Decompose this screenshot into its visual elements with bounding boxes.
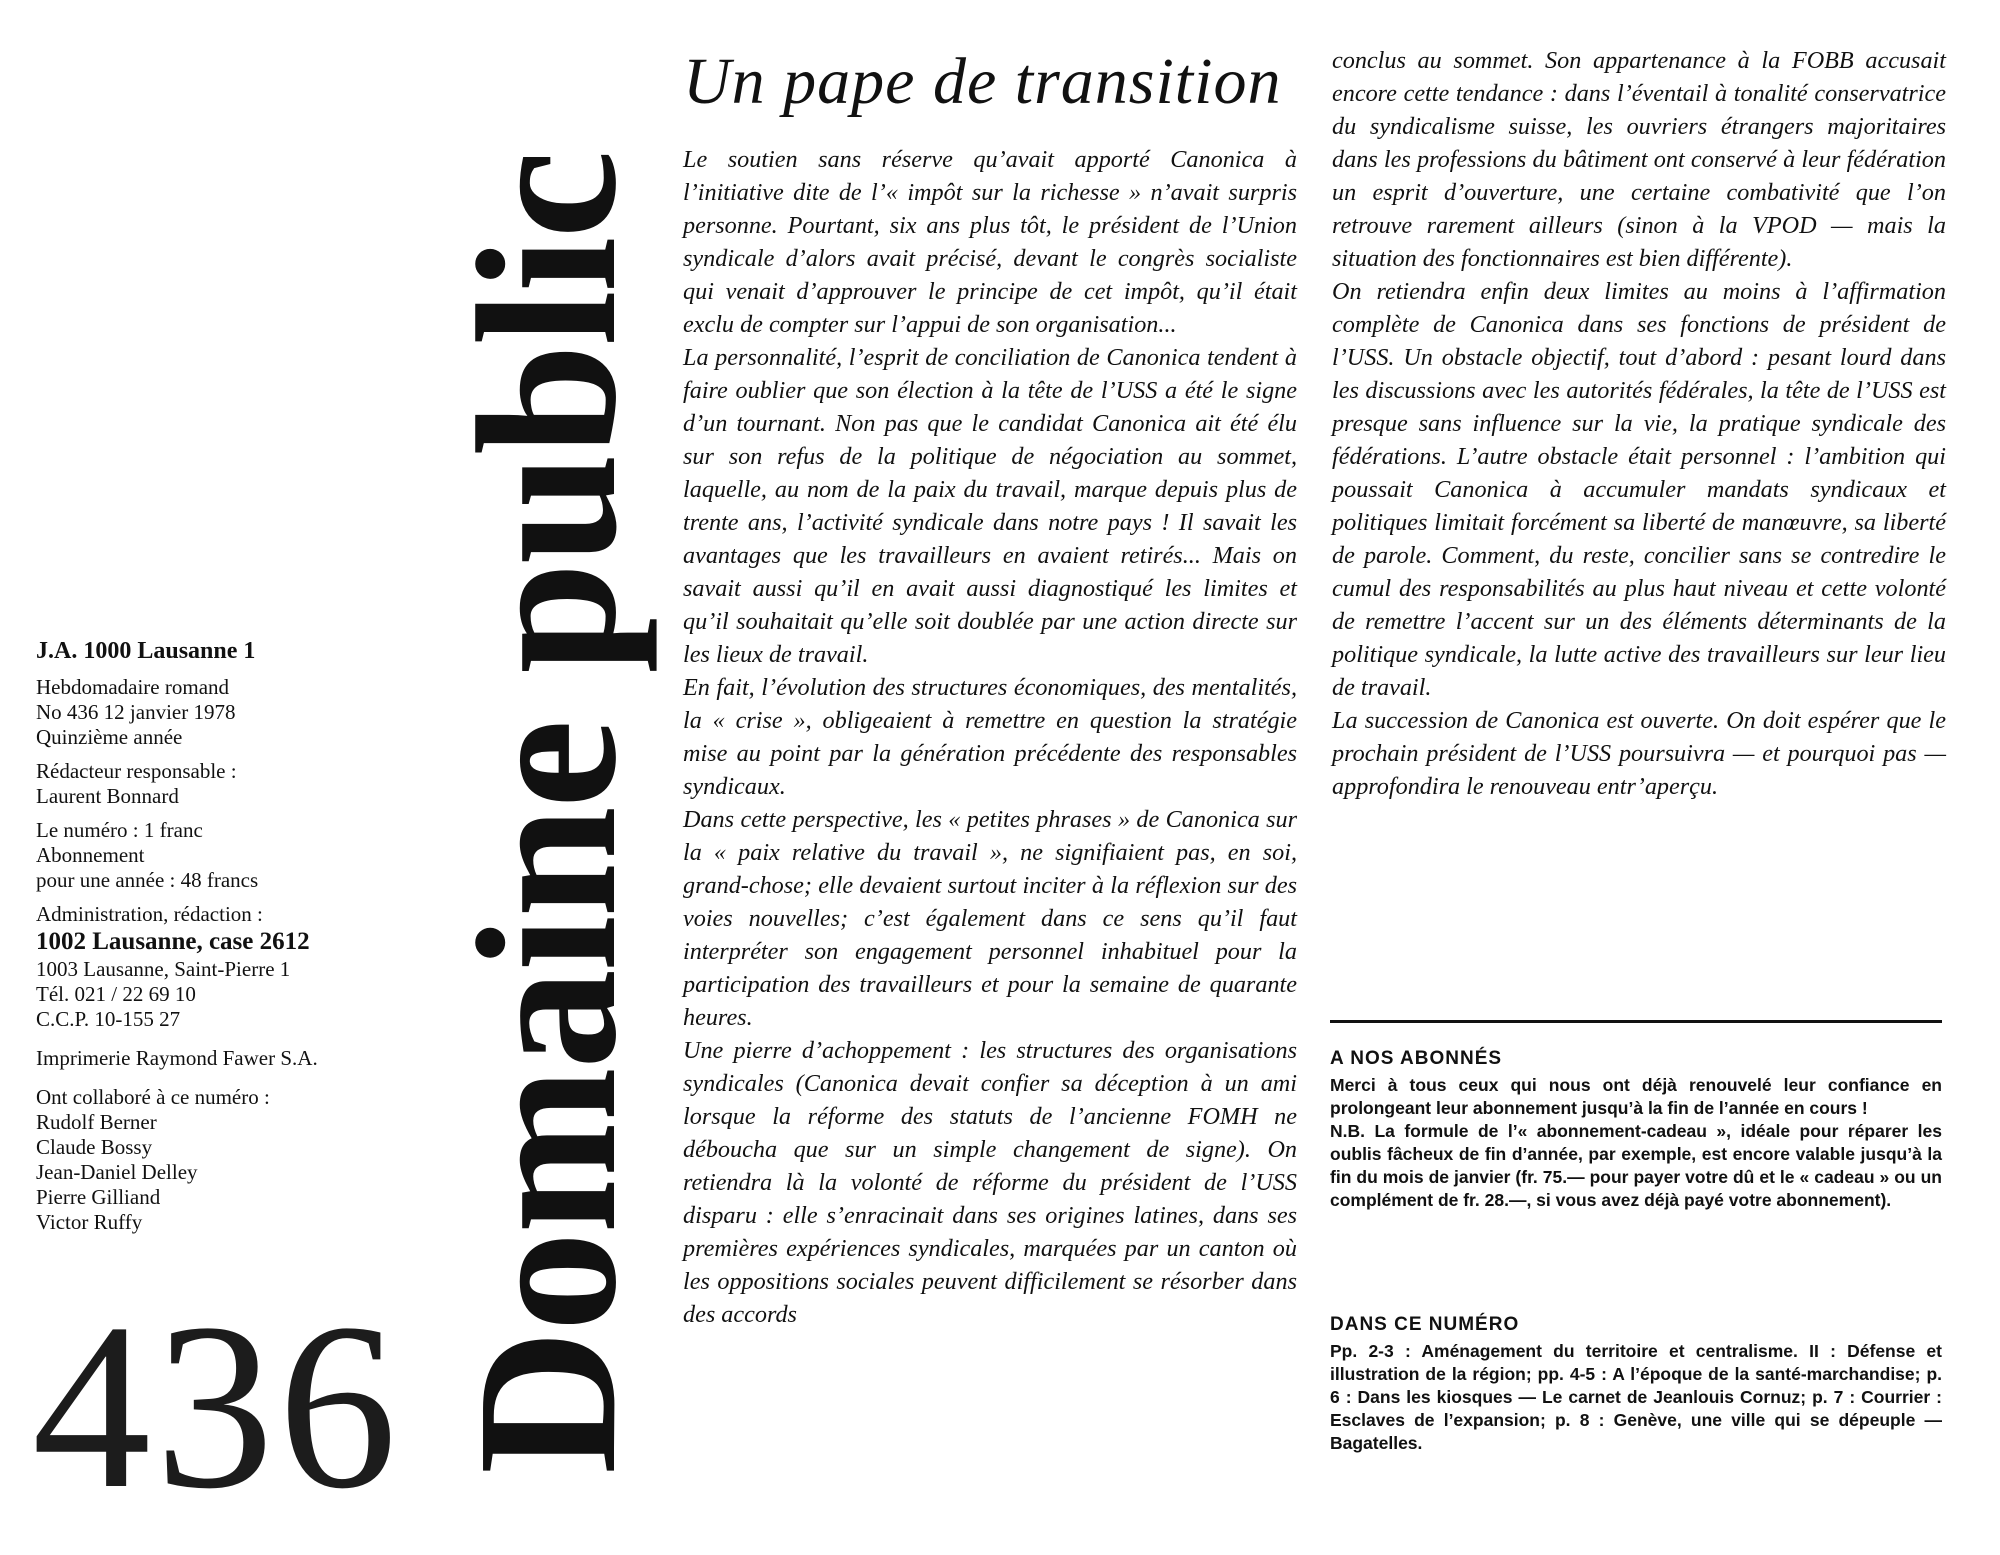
article-paragraph: Le soutien sans réserve qu’avait apporté Canonica à l’initiative dite de l’« impôt sur la richesse » n’avait surpris personne. Pourtant, six ans plus tôt, le président de l’Union syndicale d’alors avait précisé, devant le congrès socialiste qui venait d’approuver le principe de cet impôt, qu’il était exclu de compter sur l’appui de son organisation... bbox=[683, 146, 1297, 338]
masthead-info bbox=[36, 636, 436, 1244]
subscription-price: pour une année : 48 francs bbox=[36, 868, 259, 892]
editor-label: Rédacteur responsable : bbox=[36, 759, 237, 783]
article-paragraph: La succession de Canonica est ouverte. On doit espérer que le prochain président de l’USS poursuivra — et pourquoi pas — approfondira le renouveau entr’aperçu. bbox=[1332, 707, 1946, 800]
contributors-label: Ont collaboré à ce numéro : bbox=[36, 1085, 270, 1109]
issue-number-large: 436 bbox=[32, 1275, 401, 1538]
notice-contents bbox=[1330, 1312, 1942, 1455]
contributor: Jean-Daniel Delley bbox=[36, 1160, 198, 1184]
notice-subscribers-nb: N.B. La formule de l’« abonnement-cadeau », idéale pour réparer les oublis fâcheux de fin d’année, par exemple, est encore valable jusqu’à la fin du mois de janvier (fr. 75.— pour payer votre dû et le « cadeau » ou un complément de fr. 28.—, si vous avez déjà payé votre abonnement). bbox=[1330, 1121, 1942, 1210]
ccp-number: C.C.P. 10-155 27 bbox=[36, 1007, 181, 1031]
admin-label: Administration, rédaction : bbox=[36, 902, 263, 926]
admin-address: 1002 Lausanne, case 2612 bbox=[36, 928, 310, 955]
contributor: Rudolf Berner bbox=[36, 1110, 157, 1134]
issue-price: Le numéro : 1 franc bbox=[36, 818, 203, 842]
postal-line: J.A. 1000 Lausanne 1 bbox=[36, 638, 256, 664]
notice-subscribers-heading: A NOS ABONNÉS bbox=[1330, 1048, 1503, 1069]
masthead-title-wrapper bbox=[437, 118, 658, 1508]
editor-name: Laurent Bonnard bbox=[36, 784, 179, 808]
article-paragraph: La personnalité, l’esprit de conciliation de Canonica tendent à faire oublier que son élection à la tête de l’USS a été le signe d’un tournant. Non pas que le candidat Canonica ait été élu sur son refus de la politique de négociation au sommet, laquelle, au nom de la paix du travail, marque depuis plus de trente ans, l’activité syndicale dans notre pays ! Il savait les avantages que les travailleurs en avaient retirés... Mais on savait aussi qu’il en avait aussi diagnostiqué les limites et qu’il souhaitait qu’elle soit doublée par une action directe sur les lieux de travail. bbox=[683, 344, 1297, 668]
issue-date: No 436 12 janvier 1978 bbox=[36, 700, 236, 724]
article-paragraph: Dans cette perspective, les « petites phrases » de Canonica sur la « paix relative du travail », ne signifiaient pas, en soi, grand-chose; elle devaient surtout inciter à la réflexion sur des voies nouvelles; c’est également dans ce sens qu’il faut interpréter son engagement personnel inhabituel pour la participation des travailleurs et pour la semaine de quarante heures. bbox=[683, 806, 1297, 1031]
subscription-label: Abonnement bbox=[36, 843, 145, 867]
street-address: 1003 Lausanne, Saint-Pierre 1 bbox=[36, 957, 291, 981]
article-title: Un pape de transition bbox=[683, 45, 1282, 118]
article-column-2 bbox=[1332, 44, 1946, 803]
article-paragraph: En fait, l’évolution des structures économiques, des mentalités, la « crise », obligeaient à remettre en question la stratégie mise au point par la génération précédente des responsables syndicaux. bbox=[683, 674, 1297, 800]
section-divider bbox=[1330, 1020, 1942, 1023]
notice-subscribers-text: Merci à tous ceux qui nous ont déjà renouvelé leur confiance en prolongeant leur abonnement jusqu’à la fin de l’année en cours ! bbox=[1330, 1075, 1942, 1118]
notice-subscribers bbox=[1330, 1046, 1942, 1212]
publication-year: Quinzième année bbox=[36, 725, 183, 749]
printer-name: Imprimerie Raymond Fawer S.A. bbox=[36, 1046, 318, 1070]
contributor: Victor Ruffy bbox=[36, 1210, 143, 1234]
notice-contents-text: Pp. 2-3 : Aménagement du territoire et centralisme. II : Défense et illustration de la région; pp. 4-5 : A l’époque de la santé-marchandise; p. 6 : Dans les kiosques — Le carnet de Jeanlouis Cornuz; p. 7 : Courrier : Esclaves de l’expansion; p. 8 : Genève, une ville qui se dépeuple — Bagatelles. bbox=[1330, 1341, 1942, 1453]
publication-type: Hebdomadaire romand bbox=[36, 675, 230, 699]
contributor: Claude Bossy bbox=[36, 1135, 153, 1159]
phone-number: Tél. 021 / 22 69 10 bbox=[36, 982, 196, 1006]
masthead-title: Domaine public bbox=[437, 151, 658, 1475]
article-paragraph: On retiendra enfin deux limites au moins à l’affirmation complète de Canonica dans ses fonctions de président de l’USS. Un obstacle objectif, tout d’abord : pesant lourd dans les discussions avec les autorités fédérales, la tête de l’USS est presque sans influence sur la vie, la pratique syndicale des fédérations. L’autre obstacle était personnel : l’ambition qui poussait Canonica à accumuler mandats syndicaux et politiques limitait forcément sa liberté de manœuvre, sa liberté de parole. Comment, du reste, concilier sans se contredire le cumul des responsabilités au plus haut niveau et cette volonté de remettre l’accent sur un des éléments déterminants de la politique syndicale, la lutte active des travailleurs sur leur lieu de travail. bbox=[1332, 278, 1946, 701]
article-column-1 bbox=[683, 143, 1297, 1331]
notice-contents-heading: DANS CE NUMÉRO bbox=[1330, 1314, 1520, 1335]
article-paragraph: conclus au sommet. Son appartenance à la FOBB accusait encore cette tendance : dans l’éventail à tonalité conservatrice du syndicalisme suisse, les ouvriers étrangers majoritaires dans les professions du bâtiment ont conservé à leur fédération un esprit d’ouverture, une certaine combativité que l’on retrouve rarement ailleurs (sinon à la VPOD — mais la situation des fonctionnaires est bien différente). bbox=[1332, 47, 1946, 272]
contributor: Pierre Gilliand bbox=[36, 1185, 161, 1209]
article-paragraph: Une pierre d’achoppement : les structures des organisations syndicales (Canonica devait confier sa déception à un ami lorsque la réforme des statuts de l’ancienne FOMH ne déboucha que sur un simple changement de signe). On retiendra là la volonté de réforme du président de l’USS disparu : elle s’enracinait dans ses origines latines, dans ses premières expériences syndicales, marquées par un canton où les oppositions sociales peuvent difficilement se résorber dans des accords bbox=[683, 1037, 1297, 1328]
